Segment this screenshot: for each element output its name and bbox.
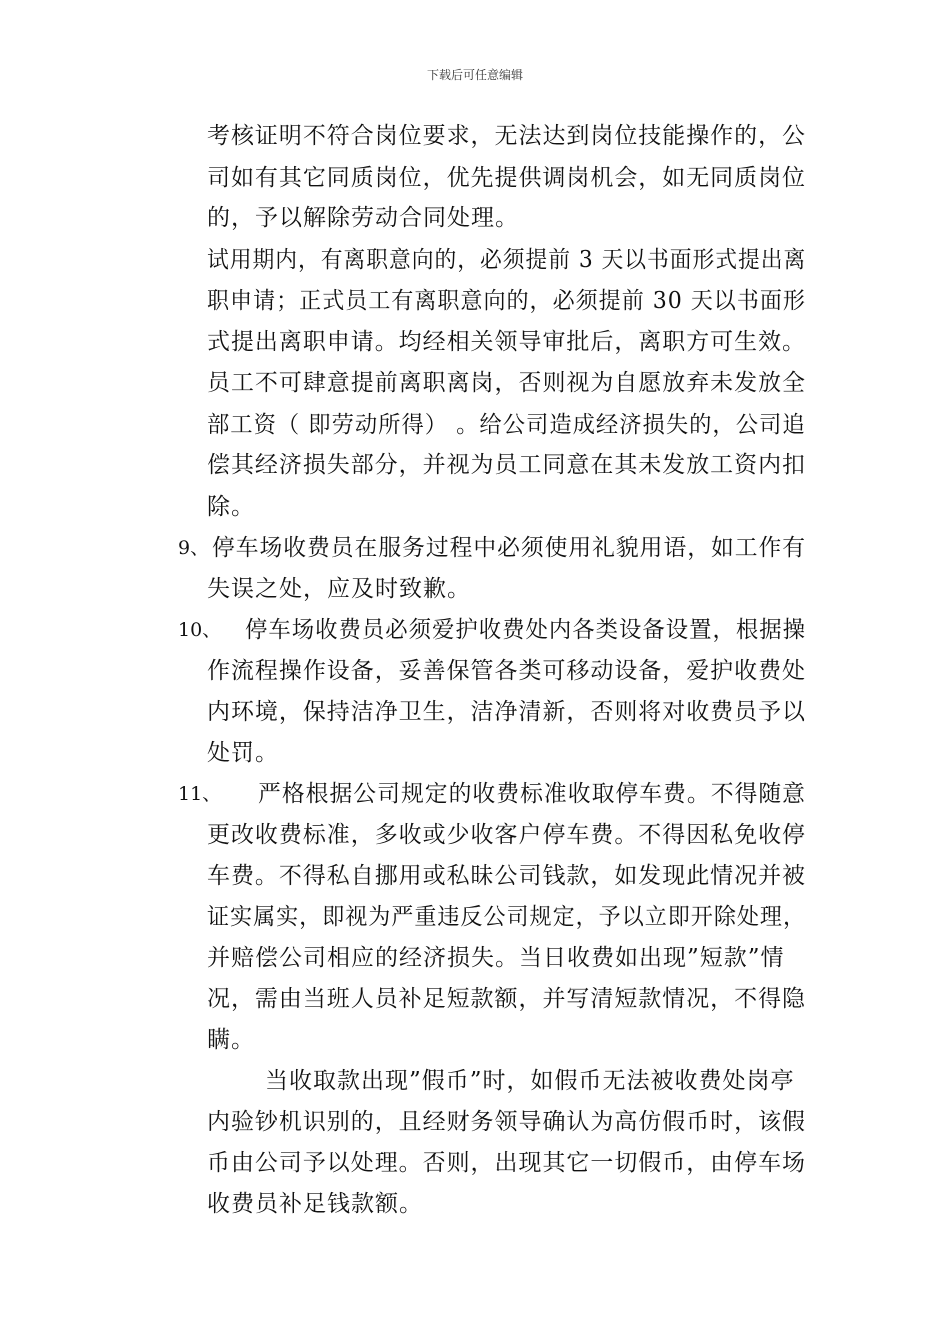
text-line: 并赔偿公司相应的经济损失。当日收费如出现”短款”情 <box>207 945 785 971</box>
text-line: 币由公司予以处理。否则，出现其它一切假币，由停车场 <box>207 1150 806 1176</box>
page-header: 下载后可任意编辑 <box>426 68 523 82</box>
list-number: 9、 <box>178 537 210 559</box>
text-line: 考核证明不符合岗位要求，无法达到岗位技能操作的，公 <box>207 123 806 149</box>
text-line: 内验钞机识别的，且经财务领导确认为高仿假币时，该假 <box>207 1109 806 1135</box>
text-line: 况，需由当班人员补足短款额，并写清短款情况，不得隐 <box>207 986 806 1012</box>
text-line: 处罚。 <box>207 740 279 766</box>
text-line: 试用期内，有离职意向的，必须提前 3 天以书面形式提出离 <box>207 247 807 273</box>
text-line: 当收取款出现”假币”时，如假币无法被收费处岗亭 <box>265 1068 795 1094</box>
text-line: 部工资（ 即劳动所得） 。给公司造成经济损失的，公司追 <box>207 412 806 438</box>
text-line: 停车场收费员在服务过程中必须使用礼貌用语，如工作有 <box>212 535 806 561</box>
text-line: 内环境，保持洁净卫生，洁净清新，否则将对收费员予以 <box>207 699 806 725</box>
text-line: 严格根据公司规定的收费标准收取停车费。不得随意 <box>258 781 806 807</box>
text-line: 失误之处，应及时致歉。 <box>207 576 471 602</box>
text-line: 偿其经济损失部分，并视为员工同意在其未发放工资内扣 <box>207 452 806 478</box>
list-number: 10、 <box>178 619 222 641</box>
text-line: 证实属实，即视为严重违反公司规定，予以立即开除处理， <box>207 904 806 930</box>
text-line: 司如有其它同质岗位，优先提供调岗机会，如无同质岗位 <box>207 165 806 191</box>
text-line: 更改收费标准，多收或少收客户停车费。不得因私免收停 <box>207 822 806 848</box>
text-line: 职申请；正式员工有离职意向的，必须提前 30 天以书面形 <box>207 288 806 314</box>
text-line: 除。 <box>207 494 255 520</box>
list-number: 11、 <box>178 783 222 805</box>
text-line: 式提出离职申请。均经相关领导审批后，离职方可生效。 <box>207 329 806 355</box>
text-line: 瞒。 <box>207 1027 255 1053</box>
text-line: 停车场收费员必须爱护收费处内各类设备设置，根据操 <box>245 617 806 643</box>
text-line: 作流程操作设备，妥善保管各类可移动设备，爱护收费处 <box>207 658 806 684</box>
text-line: 的，予以解除劳动合同处理。 <box>207 205 519 231</box>
text-line: 收费员补足钱款额。 <box>207 1191 423 1217</box>
text-line: 员工不可肆意提前离职离岗，否则视为自愿放弃未发放全 <box>207 370 806 396</box>
text-line: 车费。不得私自挪用或私昧公司钱款，如发现此情况并被 <box>207 863 806 889</box>
